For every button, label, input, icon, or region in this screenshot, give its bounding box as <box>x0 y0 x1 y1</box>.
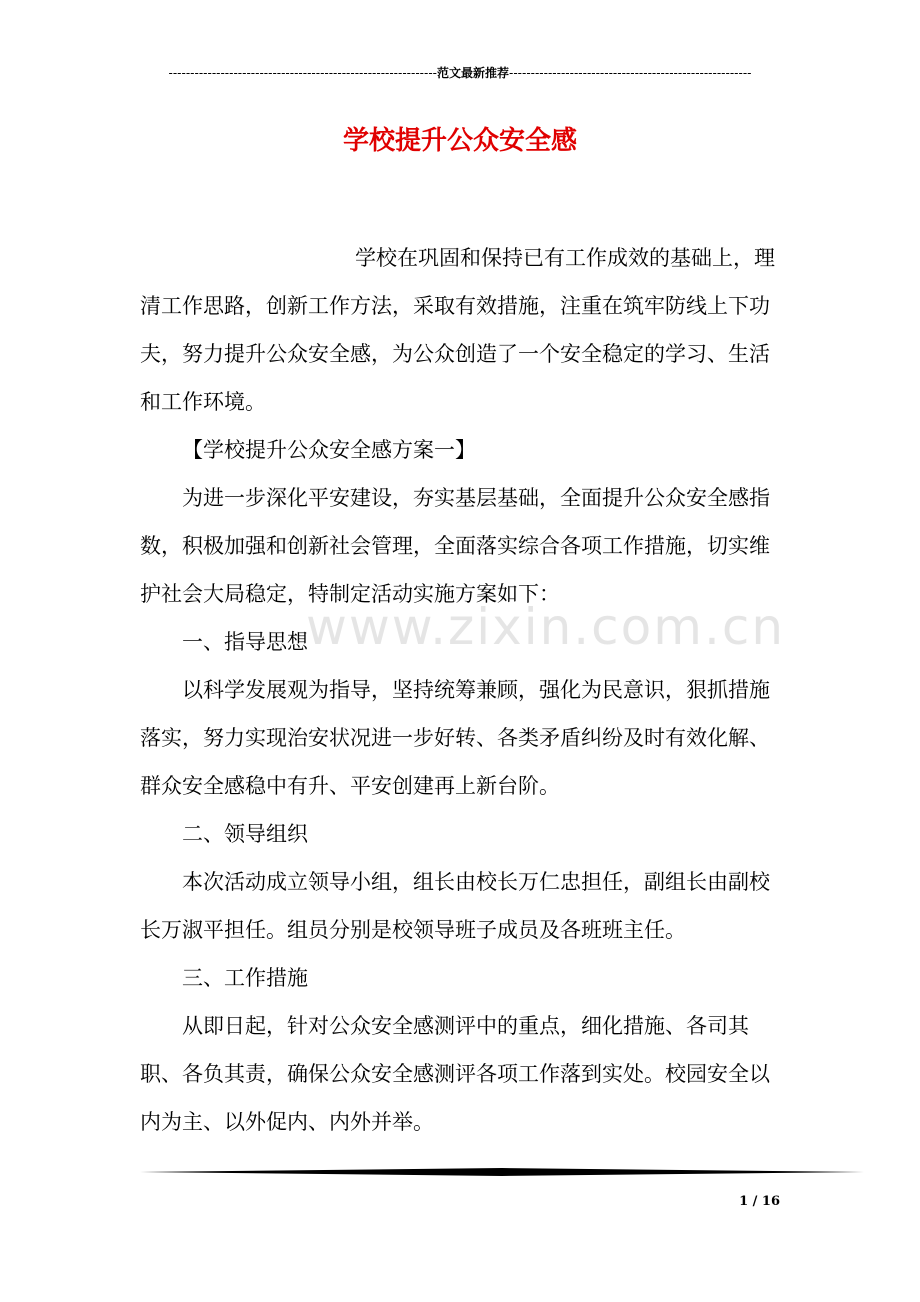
document-title: 学校提升公众安全感 <box>342 126 577 156</box>
paragraph: 本次活动成立领导小组，组长由校长万仁忠担任，副组长由副校长万淑平担任。组员分别是校领导班子成员及各班班主任。 <box>140 870 770 942</box>
section-heading: 三、工作措施 <box>182 966 308 990</box>
document-body <box>140 234 790 1146</box>
paragraph: 为进一步深化平安建设，夯实基层基础，全面提升公众安全感指数，积极加强和创新社会管理，全面落实综合各项工作措施，切实维护社会大局稳定，特制定活动实施方案如下： <box>140 486 770 606</box>
section-heading-plan: 【学校提升公众安全感方案一】 <box>182 438 476 462</box>
page-header <box>0 64 920 81</box>
header-label: 范文最新推荐 <box>436 66 509 80</box>
paragraph-intro: 学校在巩固和保持已有工作成效的基础上，理清工作思路，创新工作方法，采取有效措施，注重在筑牢防线上下功夫，努力提升公众安全感，为公众创造了一个安全稳定的学习、生活和工作环境。 <box>140 246 775 414</box>
watermark: www.zixin.com.cn <box>306 598 786 656</box>
page-number: 1 / 16 <box>739 1194 780 1209</box>
section-heading: 一、指导思想 <box>182 630 308 654</box>
footer-divider <box>140 1168 864 1176</box>
paragraph: 以科学发展观为指导，坚持统筹兼顾，强化为民意识，狠抓措施落实，努力实现治安状况进一步好转、各类矛盾纠纷及时有效化解、群众安全感稳中有升、平安创建再上新台阶。 <box>140 678 770 798</box>
paragraph: 从即日起，针对公众安全感测评中的重点，细化措施、各司其职、各负其责，确保公众安全感测评各项工作落到实处。校园安全以内为主、以外促内、内外并举。 <box>140 1014 770 1134</box>
header-dashes-left: -------------------------------------------------------------- <box>168 65 437 80</box>
header-dashes-right: -------------------------------------------------------- <box>509 65 752 80</box>
section-heading: 二、领导组织 <box>182 822 308 846</box>
